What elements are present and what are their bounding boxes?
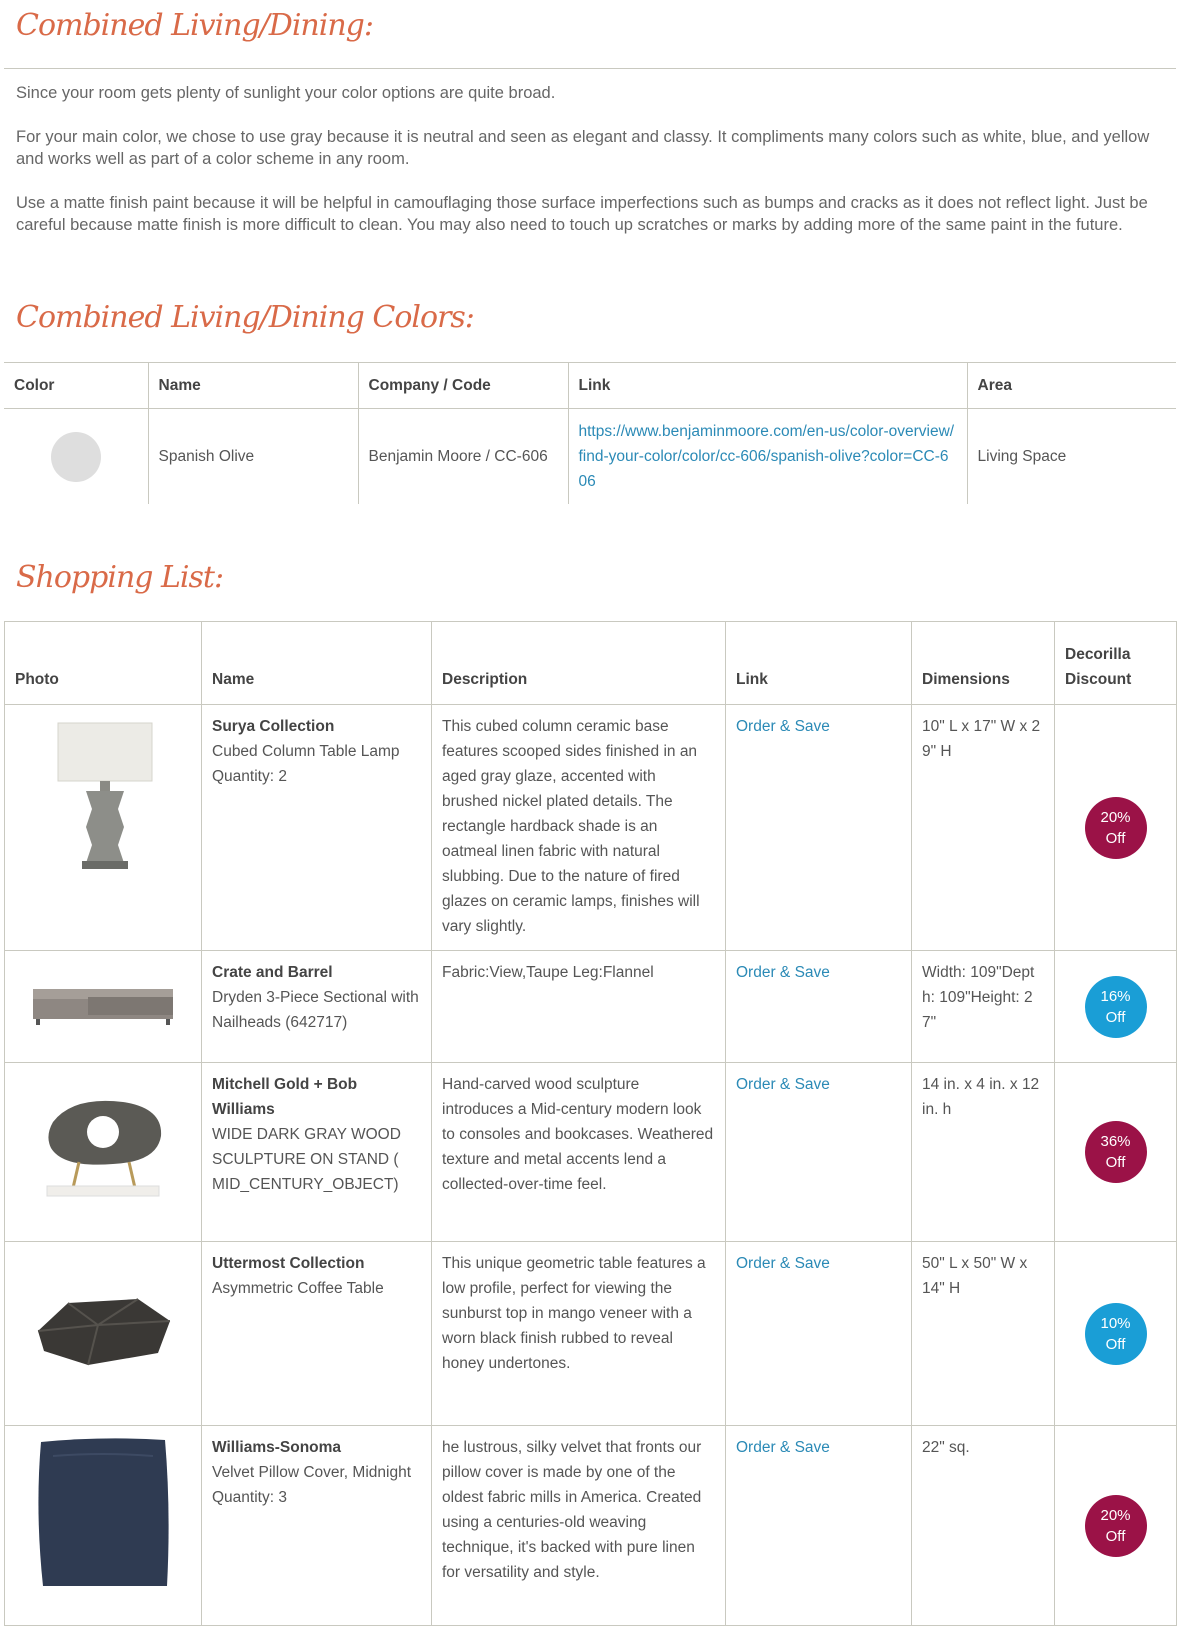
- colors-title: Combined Living/Dining Colors:: [16, 300, 474, 335]
- shopping-table: [4, 621, 1177, 1626]
- item-brand: Crate and Barrel: [212, 964, 333, 981]
- colors-table: [4, 362, 1176, 504]
- discount-badge: [1085, 976, 1147, 1038]
- paragraph-main-color: For your main color, we chose to use gray because it is neutral and seen as elegant and classy. It compliments many colors such as white, blue, and yellow and works well as part of a color scheme in any room.: [16, 128, 1150, 168]
- colors-header-row: [4, 363, 1176, 409]
- item-name-cell: [202, 951, 432, 1063]
- item-name-cell: [202, 1426, 432, 1626]
- discount-cell: [1055, 951, 1177, 1063]
- header-area: Area: [967, 363, 1176, 409]
- item-quantity: Quantity: 2: [212, 768, 287, 785]
- item-brand: Mitchell Gold + Bob Williams: [212, 1076, 358, 1118]
- item-brand: Surya Collection: [212, 718, 335, 735]
- paragraph-sunlight: Since your room gets plenty of sunlight your color options are quite broad.: [16, 84, 556, 102]
- table-row: [5, 1063, 1177, 1242]
- table-lamp-photo: [15, 714, 191, 884]
- discount-badge: [1085, 797, 1147, 859]
- discount-cell: [1055, 1242, 1177, 1426]
- order-save-link[interactable]: Order & Save: [736, 718, 830, 735]
- item-quantity: Quantity: 3: [212, 1489, 287, 1506]
- color-area: Living Space: [967, 409, 1176, 505]
- discount-percent: 16%: [1100, 987, 1131, 1005]
- coffee-table-photo: [15, 1251, 191, 1411]
- discount-off: Off: [1105, 1008, 1126, 1026]
- item-dimensions: 50" L x 50" W x 14" H: [912, 1242, 1055, 1426]
- item-description: This cubed column ceramic base features scooped sides finished in an aged gray glaze, accented with brushed nickel plated details. The rectangle hardback shade is an oatmeal linen fabric with natural slubbing. Due to the nature of fired glazes on ceramic lamps, finishes will vary slightly.: [432, 705, 726, 951]
- table-row: [5, 705, 1177, 951]
- item-brand: Williams-Sonoma: [212, 1439, 342, 1456]
- color-cell: [4, 409, 148, 505]
- divider: [4, 68, 1176, 69]
- item-description: This unique geometric table features a low profile, perfect for viewing the sunburst top in mango veneer with a worn black finish rubbed to reveal honey undertones.: [432, 1242, 726, 1426]
- wood-sculpture-photo: [15, 1072, 191, 1222]
- header-link: Link: [726, 622, 912, 705]
- order-save-link[interactable]: Order & Save: [736, 964, 830, 981]
- color-link[interactable]: https://www.benjaminmoore.com/en-us/color-overview/find-your-color/color/cc-606/spanish-olive?color=CC-606: [578, 423, 955, 490]
- photo-cell: [5, 705, 202, 951]
- item-name-cell: [202, 1242, 432, 1426]
- header-link: Link: [568, 363, 967, 409]
- link-cell: [726, 1426, 912, 1626]
- item-dimensions: Width: 109"Depth: 109"Height: 27": [912, 951, 1055, 1063]
- photo-cell: [5, 1426, 202, 1626]
- discount-off: Off: [1105, 1154, 1126, 1171]
- item-dimensions: 22" sq.: [912, 1426, 1055, 1626]
- item-name-cell: [202, 1063, 432, 1242]
- item-title: Dryden 3-Piece Sectional with Nailheads (642717): [212, 989, 419, 1031]
- photo-cell: [5, 1063, 202, 1242]
- header-dimensions: Dimensions: [912, 622, 1055, 705]
- discount-percent: 20%: [1100, 1506, 1131, 1524]
- order-save-link[interactable]: Order & Save: [736, 1255, 830, 1272]
- link-cell: [726, 705, 912, 951]
- shopping-header-row: [5, 622, 1177, 705]
- item-title: Asymmetric Coffee Table: [212, 1280, 384, 1297]
- paragraph-matte-finish: Use a matte finish paint because it will be helpful in camouflaging those surface imperfections such as bumps and cracks as it does not reflect light. Just be careful because matte finish is more difficult to clean. You may also need to touch up scratches or marks by adding more of the same paint in the future.: [16, 194, 1148, 234]
- item-name-cell: [202, 705, 432, 951]
- table-row: [5, 1242, 1177, 1426]
- discount-percent: 10%: [1100, 1314, 1131, 1332]
- discount-off: Off: [1105, 829, 1126, 847]
- item-title: Cubed Column Table Lamp: [212, 743, 400, 760]
- item-title: WIDE DARK GRAY WOOD SCULPTURE ON STAND ( MID_CENTURY_OBJECT): [212, 1126, 401, 1193]
- link-cell: [726, 951, 912, 1063]
- link-cell: [726, 1242, 912, 1426]
- header-company: Company / Code: [358, 363, 568, 409]
- color-link-cell: [568, 409, 967, 505]
- discount-cell: [1055, 1063, 1177, 1242]
- item-brand: Uttermost Collection: [212, 1255, 365, 1272]
- header-photo: Photo: [5, 622, 202, 705]
- discount-off: Off: [1105, 1527, 1126, 1545]
- sectional-sofa-photo: [15, 960, 191, 1050]
- discount-percent: 36%: [1100, 1133, 1131, 1150]
- header-color: Color: [4, 363, 148, 409]
- table-row: [4, 409, 1176, 505]
- item-description: Fabric:View,Taupe Leg:Flannel: [432, 951, 726, 1063]
- discount-badge: [1085, 1303, 1147, 1365]
- table-row: [5, 951, 1177, 1063]
- order-save-link[interactable]: Order & Save: [736, 1076, 830, 1093]
- photo-cell: [5, 1242, 202, 1426]
- item-dimensions: 14 in. x 4 in. x 12 in. h: [912, 1063, 1055, 1242]
- link-cell: [726, 1063, 912, 1242]
- table-row: [5, 1426, 1177, 1626]
- color-swatch: [51, 432, 101, 482]
- discount-cell: [1055, 1426, 1177, 1626]
- discount-badge: [1085, 1495, 1147, 1557]
- header-name: Name: [148, 363, 358, 409]
- discount-badge: [1085, 1121, 1147, 1183]
- velvet-pillow-photo: [15, 1436, 191, 1586]
- color-name: Spanish Olive: [148, 409, 358, 505]
- shopping-list-title: Shopping List:: [16, 560, 224, 595]
- item-description: Hand-carved wood sculpture introduces a Mid-century modern look to consoles and bookcases. Weathered texture and metal accents lend a collected-over-time feel.: [432, 1063, 726, 1242]
- discount-cell: [1055, 705, 1177, 951]
- discount-percent: 20%: [1100, 808, 1131, 826]
- order-save-link[interactable]: Order & Save: [736, 1439, 830, 1456]
- header-name: Name: [202, 622, 432, 705]
- item-description: he lustrous, silky velvet that fronts our pillow cover is made by one of the oldest fabric mills in America. Created using a centuries-old weaving technique, it's backed with pure linen for versatility and style.: [432, 1426, 726, 1626]
- photo-cell: [5, 951, 202, 1063]
- living-dining-title: Combined Living/Dining:: [16, 8, 373, 43]
- item-title: Velvet Pillow Cover, Midnight: [212, 1464, 412, 1481]
- item-dimensions: 10" L x 17" W x 29" H: [912, 705, 1055, 951]
- header-description: Description: [432, 622, 726, 705]
- discount-off: Off: [1105, 1335, 1126, 1353]
- header-discount: Decorilla Discount: [1055, 622, 1177, 705]
- color-company: Benjamin Moore / CC-606: [358, 409, 568, 505]
